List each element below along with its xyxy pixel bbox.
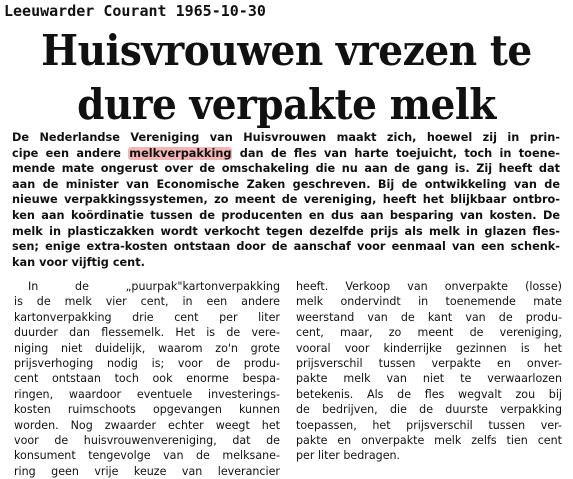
column-line: In de „puurpak"kartonverpakking xyxy=(28,280,280,293)
column-line: is de melk vier cent, in een andere xyxy=(14,295,280,309)
lead-line: ken aan koördinatie tussen de producenten en dus aan besparing van kosten. De xyxy=(12,208,560,222)
column-line: cent, maar, zo meent de vereniging, xyxy=(296,326,562,340)
column-line: worden. Nog zwaarder echter weegt het xyxy=(14,418,280,432)
column-line: ringen, waardoor eventuele investerings- xyxy=(14,387,280,401)
column-line: kosten ruimschoots opgevangen kunnen xyxy=(14,403,280,417)
column-left xyxy=(14,279,280,479)
highlighted-word: melkverpakking xyxy=(129,146,232,160)
lead-line: melk in plasticzakken wordt verkocht tegen dezelfde prijs als melk in glazen fles- xyxy=(12,224,560,238)
column-line: vooral voor kinderrijke gezinnen is het xyxy=(296,341,562,355)
lead-line: kan voor vijftig cent. xyxy=(12,255,145,269)
column-line: per liter bedragen. xyxy=(296,449,401,463)
column-line: betekenis. Als de fles wegvalt zou bij xyxy=(296,387,562,401)
lead-line: cipe een andere melkverpakking dan de fles van harte toejuicht, toch in toene- xyxy=(12,146,560,160)
column-right xyxy=(296,279,562,464)
column-line: melk ondervindt in toenemende mate xyxy=(296,295,562,309)
headline-line-2: dure verpakte melk xyxy=(77,80,496,129)
lead-line: sen; enige extra-kosten ontstaan door de aanschaf voor eenmaal van een schenk- xyxy=(12,240,560,254)
column-line: niging niet duidelijk, waarom zo'n grote xyxy=(14,341,280,355)
column-line: voor de huisvrouwenvereniging, dat de xyxy=(14,434,280,448)
column-line: ring geen vrije keuze van leverancier xyxy=(14,464,280,478)
body-columns xyxy=(0,279,573,478)
lead-line: mende mate ongerust over de omschakeling die nu aan de gang is. Zij heeft dat xyxy=(12,162,560,176)
lead-line: aan de minister van Economische Zaken geschreven. Bij de ontwikkeling van de xyxy=(12,177,560,191)
source-label: Leeuwarder Courant 1965-10-30 xyxy=(4,2,266,20)
column-line: cent ontstaan toch ook enorme bespa- xyxy=(14,372,280,386)
column-line: pakte melk van niet te verwaarlozen xyxy=(296,372,562,386)
column-line: prijsverhoging nodig is; voor de produ- xyxy=(14,357,280,371)
column-line: konsument tengevolge van de melksane- xyxy=(14,449,280,463)
column-line: weerstand van de kant van de produ- xyxy=(296,310,562,324)
column-line: heeft. Verkoop van onverpakte (losse) xyxy=(296,280,562,293)
lead-paragraph xyxy=(12,130,560,270)
lead-line: De Nederlandse Vereniging van Huisvrouwen maakt zich, hoewel zij in prin- xyxy=(12,131,560,144)
column-line: pakte en onverpakte melk zelfs tien cent xyxy=(296,434,562,448)
column-line: kartonverpakking drie cent per liter xyxy=(14,310,280,324)
headline-line-1: Huisvrouwen vrezen te xyxy=(41,26,532,75)
column-line: toepassen, het prijsverschil tussen ver- xyxy=(296,418,562,432)
column-line: de bedrijven, die de duurste verpakking xyxy=(296,403,562,417)
column-line: duurder dan flessemelk. Het is de vere- xyxy=(14,326,280,340)
column-line: prijsverschil tussen verpakte en onver- xyxy=(296,357,562,371)
lead-line: nieuwe verpakkingssystemen, zo meent de vereniging, heeft het blijkbaar ontbro- xyxy=(12,193,560,207)
